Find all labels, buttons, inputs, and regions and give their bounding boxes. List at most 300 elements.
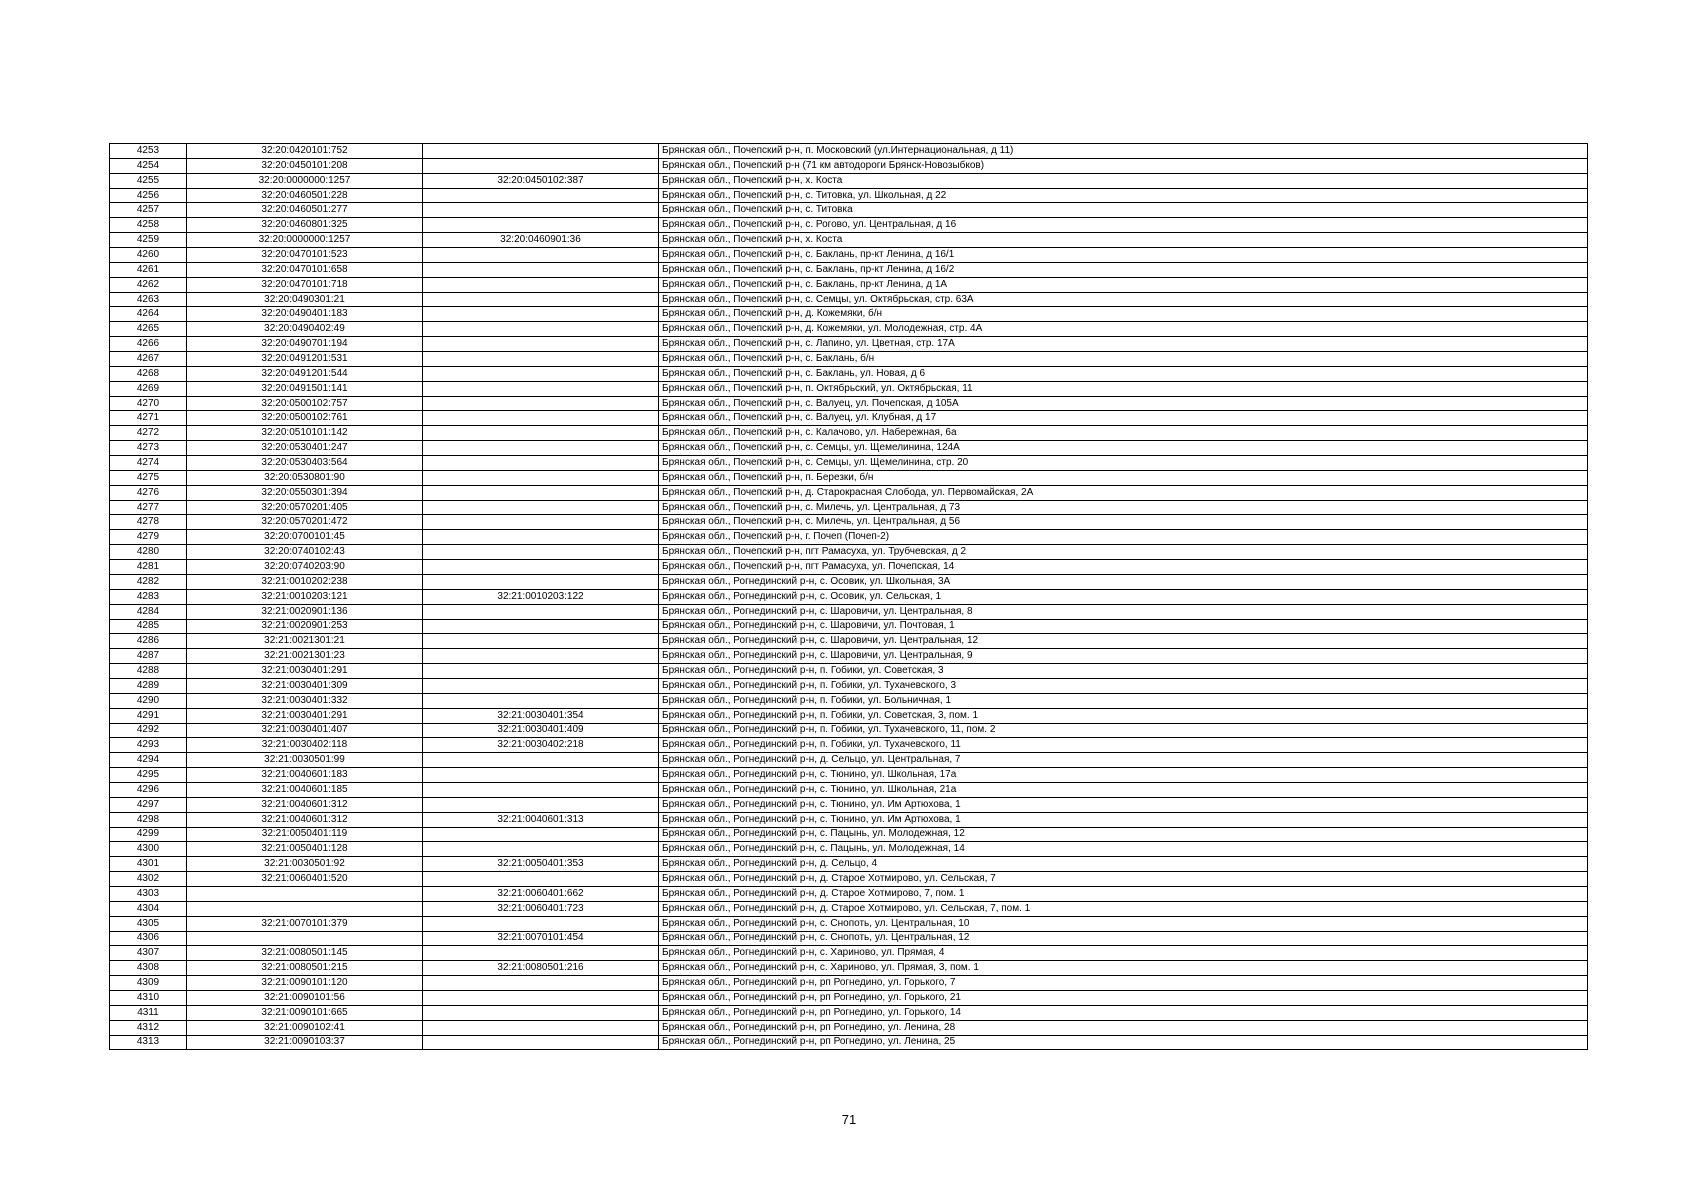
row-number-cell: 4277 xyxy=(110,500,187,515)
row-number-cell: 4282 xyxy=(110,574,187,589)
row-number-cell: 4286 xyxy=(110,634,187,649)
table-row xyxy=(110,1035,1588,1050)
row-number-cell: 4268 xyxy=(110,366,187,381)
cadastral-number-cell: 32:21:0050401:128 xyxy=(187,842,423,857)
parent-cadastral-number-cell xyxy=(423,381,659,396)
address-cell: Брянская обл., Почепский р-н, д. Старокрасная Слобода, ул. Первомайская, 2А xyxy=(659,485,1588,500)
row-number-cell: 4269 xyxy=(110,381,187,396)
cadastral-number-cell: 32:20:0500102:757 xyxy=(187,396,423,411)
address-cell: Брянская обл., Почепский р-н, с. Валуец, ул. Клубная, д 17 xyxy=(659,411,1588,426)
address-cell: Брянская обл., Почепский р-н, д. Кожемяки, б/н xyxy=(659,307,1588,322)
table-row xyxy=(110,292,1588,307)
row-number-cell: 4270 xyxy=(110,396,187,411)
row-number-cell: 4256 xyxy=(110,188,187,203)
row-number-cell: 4271 xyxy=(110,411,187,426)
address-cell: Брянская обл., Рогнединский р-н, с. Шаровичи, ул. Почтовая, 1 xyxy=(659,619,1588,634)
parent-cadastral-number-cell: 32:21:0050401:353 xyxy=(423,857,659,872)
address-cell: Брянская обл., Рогнединский р-н, с. Снопоть, ул. Центральная, 10 xyxy=(659,916,1588,931)
row-number-cell: 4273 xyxy=(110,441,187,456)
parent-cadastral-number-cell xyxy=(423,470,659,485)
table-row xyxy=(110,723,1588,738)
address-cell: Брянская обл., Рогнединский р-н, д. Сельцо, ул. Центральная, 7 xyxy=(659,753,1588,768)
cadastral-number-cell: 32:21:0020901:253 xyxy=(187,619,423,634)
parent-cadastral-number-cell: 32:21:0030401:354 xyxy=(423,708,659,723)
table-row xyxy=(110,203,1588,218)
parent-cadastral-number-cell xyxy=(423,322,659,337)
row-number-cell: 4258 xyxy=(110,218,187,233)
cadastral-number-cell: 32:20:0490402:49 xyxy=(187,322,423,337)
cadastral-number-cell: 32:21:0030401:291 xyxy=(187,708,423,723)
table-row xyxy=(110,248,1588,263)
address-cell: Брянская обл., Рогнединский р-н, с. Снопоть, ул. Центральная, 12 xyxy=(659,931,1588,946)
table-row xyxy=(110,693,1588,708)
address-cell: Брянская обл., Рогнединский р-н, п. Гобики, ул. Советская, 3, пом. 1 xyxy=(659,708,1588,723)
parent-cadastral-number-cell xyxy=(423,1005,659,1020)
cadastral-number-cell: 32:21:0030401:291 xyxy=(187,664,423,679)
parent-cadastral-number-cell xyxy=(423,307,659,322)
cadastral-number-cell: 32:21:0010202:238 xyxy=(187,574,423,589)
cadastral-number-cell: 32:21:0080501:145 xyxy=(187,946,423,961)
row-number-cell: 4312 xyxy=(110,1020,187,1035)
row-number-cell: 4311 xyxy=(110,1005,187,1020)
address-cell: Брянская обл., Рогнединский р-н, д. Сельцо, 4 xyxy=(659,857,1588,872)
address-cell: Брянская обл., Рогнединский р-н, с. Хариново, ул. Прямая, 3, пом. 1 xyxy=(659,961,1588,976)
cadastral-number-cell xyxy=(187,931,423,946)
address-cell: Брянская обл., Почепский р-н, п. Октябрьский, ул. Октябрьская, 11 xyxy=(659,381,1588,396)
address-cell: Брянская обл., Рогнединский р-н, п. Гобики, ул. Тухачевского, 11 xyxy=(659,738,1588,753)
cadastral-number-cell: 32:21:0020901:136 xyxy=(187,604,423,619)
table-row xyxy=(110,931,1588,946)
cadastral-number-cell: 32:21:0060401:520 xyxy=(187,872,423,887)
row-number-cell: 4284 xyxy=(110,604,187,619)
table-row xyxy=(110,574,1588,589)
cadastral-number-cell: 32:21:0090101:56 xyxy=(187,990,423,1005)
table-row xyxy=(110,337,1588,352)
address-cell: Брянская обл., Почепский р-н, с. Валуец, ул. Почепская, д 105А xyxy=(659,396,1588,411)
address-cell: Брянская обл., Почепский р-н, с. Милечь, ул. Центральная, д 56 xyxy=(659,515,1588,530)
address-cell: Брянская обл., Рогнединский р-н, с. Пацынь, ул. Молодежная, 14 xyxy=(659,842,1588,857)
cadastral-number-cell: 32:21:0070101:379 xyxy=(187,916,423,931)
row-number-cell: 4304 xyxy=(110,901,187,916)
table-row xyxy=(110,857,1588,872)
table-row xyxy=(110,649,1588,664)
parent-cadastral-number-cell xyxy=(423,292,659,307)
table-row xyxy=(110,872,1588,887)
row-number-cell: 4255 xyxy=(110,173,187,188)
address-cell: Брянская обл., Почепский р-н, п. Московский (ул.Интернациональная, д 11) xyxy=(659,144,1588,159)
address-cell: Брянская обл., Рогнединский р-н, с. Осовик, ул. Сельская, 1 xyxy=(659,589,1588,604)
cadastral-number-cell: 32:20:0530403:564 xyxy=(187,456,423,471)
address-cell: Брянская обл., Рогнединский р-н, рп Рогнедино, ул. Ленина, 28 xyxy=(659,1020,1588,1035)
address-cell: Брянская обл., Почепский р-н, с. Милечь, ул. Центральная, д 73 xyxy=(659,500,1588,515)
table-row xyxy=(110,1020,1588,1035)
table-row xyxy=(110,366,1588,381)
row-number-cell: 4313 xyxy=(110,1035,187,1050)
parent-cadastral-number-cell xyxy=(423,426,659,441)
table-row xyxy=(110,307,1588,322)
cadastral-number-cell: 32:20:0491201:531 xyxy=(187,352,423,367)
cadastral-number-cell: 32:20:0510101:142 xyxy=(187,426,423,441)
address-cell: Брянская обл., Рогнединский р-н, рп Рогнедино, ул. Горького, 14 xyxy=(659,1005,1588,1020)
parent-cadastral-number-cell xyxy=(423,1035,659,1050)
row-number-cell: 4301 xyxy=(110,857,187,872)
address-cell: Брянская обл., Почепский р-н, с. Баклань, пр-кт Ленина, д 1А xyxy=(659,277,1588,292)
table-row xyxy=(110,277,1588,292)
parent-cadastral-number-cell xyxy=(423,634,659,649)
parent-cadastral-number-cell xyxy=(423,872,659,887)
row-number-cell: 4296 xyxy=(110,782,187,797)
parent-cadastral-number-cell xyxy=(423,188,659,203)
parent-cadastral-number-cell xyxy=(423,158,659,173)
parent-cadastral-number-cell xyxy=(423,456,659,471)
row-number-cell: 4307 xyxy=(110,946,187,961)
row-number-cell: 4264 xyxy=(110,307,187,322)
table-row xyxy=(110,560,1588,575)
parent-cadastral-number-cell xyxy=(423,366,659,381)
cadastral-number-cell: 32:21:0090101:120 xyxy=(187,976,423,991)
table-row xyxy=(110,530,1588,545)
parent-cadastral-number-cell xyxy=(423,515,659,530)
parent-cadastral-number-cell xyxy=(423,678,659,693)
cadastral-number-cell: 32:21:0030501:92 xyxy=(187,857,423,872)
table-row xyxy=(110,886,1588,901)
address-cell: Брянская обл., Рогнединский р-н, с. Шаровичи, ул. Центральная, 12 xyxy=(659,634,1588,649)
address-cell: Брянская обл., Рогнединский р-н, рп Рогнедино, ул. Ленина, 25 xyxy=(659,1035,1588,1050)
address-cell: Брянская обл., Почепский р-н, с. Баклань, б/н xyxy=(659,352,1588,367)
address-cell: Брянская обл., Почепский р-н, с. Калачово, ул. Набережная, 6а xyxy=(659,426,1588,441)
row-number-cell: 4262 xyxy=(110,277,187,292)
cadastral-number-cell: 32:20:0470101:658 xyxy=(187,262,423,277)
parent-cadastral-number-cell xyxy=(423,545,659,560)
row-number-cell: 4287 xyxy=(110,649,187,664)
cadastral-number-cell: 32:21:0030401:309 xyxy=(187,678,423,693)
row-number-cell: 4289 xyxy=(110,678,187,693)
table-row xyxy=(110,589,1588,604)
table-row xyxy=(110,782,1588,797)
address-cell: Брянская обл., Рогнединский р-н, с. Тюнино, ул. Им Артюхова, 1 xyxy=(659,797,1588,812)
parent-cadastral-number-cell xyxy=(423,1020,659,1035)
address-cell: Брянская обл., Почепский р-н, х. Коста xyxy=(659,233,1588,248)
table-row xyxy=(110,946,1588,961)
row-number-cell: 4266 xyxy=(110,337,187,352)
parent-cadastral-number-cell: 32:21:0080501:216 xyxy=(423,961,659,976)
row-number-cell: 4290 xyxy=(110,693,187,708)
cadastral-number-cell xyxy=(187,901,423,916)
address-cell: Брянская обл., Почепский р-н, с. Семцы, ул. Октябрьская, стр. 63А xyxy=(659,292,1588,307)
table-row xyxy=(110,664,1588,679)
table-row xyxy=(110,812,1588,827)
cadastral-number-cell: 32:21:0030401:332 xyxy=(187,693,423,708)
row-number-cell: 4285 xyxy=(110,619,187,634)
address-cell: Брянская обл., Почепский р-н (71 км автодороги Брянск-Новозыбков) xyxy=(659,158,1588,173)
cadastral-number-cell: 32:20:0491201:544 xyxy=(187,366,423,381)
row-number-cell: 4291 xyxy=(110,708,187,723)
table-row xyxy=(110,738,1588,753)
parent-cadastral-number-cell: 32:20:0450102:387 xyxy=(423,173,659,188)
row-number-cell: 4259 xyxy=(110,233,187,248)
parent-cadastral-number-cell: 32:21:0040601:313 xyxy=(423,812,659,827)
address-cell: Брянская обл., Почепский р-н, с. Лапино, ул. Цветная, стр. 17А xyxy=(659,337,1588,352)
parent-cadastral-number-cell xyxy=(423,218,659,233)
cadastral-number-cell: 32:21:0090101:665 xyxy=(187,1005,423,1020)
table-row xyxy=(110,708,1588,723)
cadastral-number-cell: 32:20:0460801:325 xyxy=(187,218,423,233)
address-cell: Брянская обл., Рогнединский р-н, п. Гобики, ул. Тухачевского, 3 xyxy=(659,678,1588,693)
parent-cadastral-number-cell xyxy=(423,277,659,292)
cadastral-number-cell: 32:21:0010203:121 xyxy=(187,589,423,604)
parent-cadastral-number-cell: 32:21:0070101:454 xyxy=(423,931,659,946)
table-row xyxy=(110,678,1588,693)
row-number-cell: 4305 xyxy=(110,916,187,931)
address-cell: Брянская обл., Почепский р-н, г. Почеп (Почеп-2) xyxy=(659,530,1588,545)
parent-cadastral-number-cell xyxy=(423,990,659,1005)
address-cell: Брянская обл., Почепский р-н, с. Семцы, ул. Щемелинина, 124А xyxy=(659,441,1588,456)
address-cell: Брянская обл., Рогнединский р-н, с. Осовик, ул. Школьная, 3А xyxy=(659,574,1588,589)
address-cell: Брянская обл., Рогнединский р-н, с. Тюнино, ул. Школьная, 17а xyxy=(659,768,1588,783)
table-row xyxy=(110,901,1588,916)
row-number-cell: 4280 xyxy=(110,545,187,560)
table-row xyxy=(110,961,1588,976)
table-row xyxy=(110,218,1588,233)
table-row xyxy=(110,515,1588,530)
address-cell: Брянская обл., Почепский р-н, с. Баклань, пр-кт Ленина, д 16/1 xyxy=(659,248,1588,263)
cadastral-number-cell: 32:20:0570201:472 xyxy=(187,515,423,530)
address-cell: Брянская обл., Почепский р-н, д. Кожемяки, ул. Молодежная, стр. 4А xyxy=(659,322,1588,337)
address-cell: Брянская обл., Почепский р-н, с. Баклань, пр-кт Ленина, д 16/2 xyxy=(659,262,1588,277)
property-table xyxy=(109,143,1588,1050)
row-number-cell: 4306 xyxy=(110,931,187,946)
cadastral-number-cell: 32:21:0030401:407 xyxy=(187,723,423,738)
cadastral-number-cell: 32:20:0570201:405 xyxy=(187,500,423,515)
table-row xyxy=(110,619,1588,634)
parent-cadastral-number-cell xyxy=(423,337,659,352)
address-cell: Брянская обл., Почепский р-н, пгт Рамасуха, ул. Почепская, 14 xyxy=(659,560,1588,575)
row-number-cell: 4253 xyxy=(110,144,187,159)
cadastral-number-cell: 32:20:0470101:718 xyxy=(187,277,423,292)
cadastral-number-cell: 32:21:0040601:185 xyxy=(187,782,423,797)
parent-cadastral-number-cell xyxy=(423,248,659,263)
address-cell: Брянская обл., Рогнединский р-н, рп Рогнедино, ул. Горького, 21 xyxy=(659,990,1588,1005)
parent-cadastral-number-cell xyxy=(423,560,659,575)
parent-cadastral-number-cell: 32:21:0010203:122 xyxy=(423,589,659,604)
cadastral-number-cell: 32:20:0460501:277 xyxy=(187,203,423,218)
row-number-cell: 4302 xyxy=(110,872,187,887)
parent-cadastral-number-cell xyxy=(423,203,659,218)
table-row xyxy=(110,634,1588,649)
table-row xyxy=(110,158,1588,173)
parent-cadastral-number-cell xyxy=(423,797,659,812)
table-row xyxy=(110,188,1588,203)
address-cell: Брянская обл., Рогнединский р-н, с. Пацынь, ул. Молодежная, 12 xyxy=(659,827,1588,842)
table-row xyxy=(110,381,1588,396)
table-row xyxy=(110,797,1588,812)
address-cell: Брянская обл., Рогнединский р-н, п. Гобики, ул. Советская, 3 xyxy=(659,664,1588,679)
table-row xyxy=(110,322,1588,337)
parent-cadastral-number-cell: 32:21:0030402:218 xyxy=(423,738,659,753)
row-number-cell: 4263 xyxy=(110,292,187,307)
row-number-cell: 4294 xyxy=(110,753,187,768)
row-number-cell: 4300 xyxy=(110,842,187,857)
parent-cadastral-number-cell xyxy=(423,946,659,961)
cadastral-number-cell: 32:21:0090102:41 xyxy=(187,1020,423,1035)
row-number-cell: 4292 xyxy=(110,723,187,738)
parent-cadastral-number-cell xyxy=(423,753,659,768)
address-cell: Брянская обл., Рогнединский р-н, рп Рогнедино, ул. Горького, 7 xyxy=(659,976,1588,991)
row-number-cell: 4308 xyxy=(110,961,187,976)
table-row xyxy=(110,470,1588,485)
address-cell: Брянская обл., Почепский р-н, с. Семцы, ул. Щемелинина, стр. 20 xyxy=(659,456,1588,471)
address-cell: Брянская обл., Рогнединский р-н, д. Старое Хотмирово, 7, пом. 1 xyxy=(659,886,1588,901)
address-cell: Брянская обл., Почепский р-н, с. Титовка, ул. Школьная, д 22 xyxy=(659,188,1588,203)
parent-cadastral-number-cell: 32:21:0030401:409 xyxy=(423,723,659,738)
parent-cadastral-number-cell xyxy=(423,976,659,991)
table-row xyxy=(110,827,1588,842)
cadastral-number-cell: 32:20:0740203:90 xyxy=(187,560,423,575)
cadastral-number-cell: 32:21:0021301:21 xyxy=(187,634,423,649)
parent-cadastral-number-cell xyxy=(423,619,659,634)
parent-cadastral-number-cell xyxy=(423,768,659,783)
parent-cadastral-number-cell xyxy=(423,262,659,277)
parent-cadastral-number-cell xyxy=(423,827,659,842)
row-number-cell: 4295 xyxy=(110,768,187,783)
row-number-cell: 4281 xyxy=(110,560,187,575)
row-number-cell: 4260 xyxy=(110,248,187,263)
address-cell: Брянская обл., Почепский р-н, х. Коста xyxy=(659,173,1588,188)
table-row xyxy=(110,441,1588,456)
cadastral-number-cell: 32:20:0460501:228 xyxy=(187,188,423,203)
cadastral-number-cell: 32:20:0740102:43 xyxy=(187,545,423,560)
table-row xyxy=(110,768,1588,783)
cadastral-number-cell: 32:20:0491501:141 xyxy=(187,381,423,396)
row-number-cell: 4274 xyxy=(110,456,187,471)
cadastral-number-cell: 32:20:0450101:208 xyxy=(187,158,423,173)
parent-cadastral-number-cell xyxy=(423,352,659,367)
cadastral-number-cell: 32:21:0030501:99 xyxy=(187,753,423,768)
parent-cadastral-number-cell xyxy=(423,916,659,931)
row-number-cell: 4278 xyxy=(110,515,187,530)
page-number: 71 xyxy=(841,1112,857,1127)
cadastral-number-cell: 32:20:0000000:1257 xyxy=(187,233,423,248)
parent-cadastral-number-cell xyxy=(423,693,659,708)
cadastral-number-cell: 32:20:0490301:21 xyxy=(187,292,423,307)
address-cell: Брянская обл., Рогнединский р-н, с. Шаровичи, ул. Центральная, 8 xyxy=(659,604,1588,619)
table-row xyxy=(110,352,1588,367)
parent-cadastral-number-cell xyxy=(423,441,659,456)
row-number-cell: 4257 xyxy=(110,203,187,218)
cadastral-number-cell: 32:21:0050401:119 xyxy=(187,827,423,842)
row-number-cell: 4272 xyxy=(110,426,187,441)
address-cell: Брянская обл., Рогнединский р-н, с. Хариново, ул. Прямая, 4 xyxy=(659,946,1588,961)
address-cell: Брянская обл., Рогнединский р-н, д. Старое Хотмирово, ул. Сельская, 7 xyxy=(659,872,1588,887)
row-number-cell: 4298 xyxy=(110,812,187,827)
table-row xyxy=(110,916,1588,931)
cadastral-number-cell: 32:20:0490401:183 xyxy=(187,307,423,322)
address-cell: Брянская обл., Рогнединский р-н, д. Старое Хотмирово, ул. Сельская, 7, пом. 1 xyxy=(659,901,1588,916)
parent-cadastral-number-cell xyxy=(423,604,659,619)
cadastral-number-cell: 32:21:0080501:215 xyxy=(187,961,423,976)
parent-cadastral-number-cell xyxy=(423,842,659,857)
cadastral-number-cell: 32:20:0420101:752 xyxy=(187,144,423,159)
parent-cadastral-number-cell xyxy=(423,500,659,515)
parent-cadastral-number-cell xyxy=(423,411,659,426)
table-body xyxy=(110,144,1588,1050)
cadastral-number-cell: 32:21:0040601:312 xyxy=(187,797,423,812)
table-row xyxy=(110,545,1588,560)
parent-cadastral-number-cell xyxy=(423,396,659,411)
table-row xyxy=(110,144,1588,159)
parent-cadastral-number-cell xyxy=(423,530,659,545)
address-cell: Брянская обл., Рогнединский р-н, п. Гобики, ул. Больничная, 1 xyxy=(659,693,1588,708)
row-number-cell: 4283 xyxy=(110,589,187,604)
table-row xyxy=(110,990,1588,1005)
address-cell: Брянская обл., Почепский р-н, с. Баклань, ул. Новая, д 6 xyxy=(659,366,1588,381)
address-cell: Брянская обл., Почепский р-н, п. Березки, б/н xyxy=(659,470,1588,485)
address-cell: Брянская обл., Почепский р-н, с. Титовка xyxy=(659,203,1588,218)
cadastral-number-cell: 32:21:0040601:312 xyxy=(187,812,423,827)
table-row xyxy=(110,500,1588,515)
address-cell: Брянская обл., Рогнединский р-н, с. Тюнино, ул. Им Артюхова, 1 xyxy=(659,812,1588,827)
row-number-cell: 4261 xyxy=(110,262,187,277)
table-row xyxy=(110,1005,1588,1020)
cadastral-number-cell: 32:21:0090103:37 xyxy=(187,1035,423,1050)
table-row xyxy=(110,842,1588,857)
row-number-cell: 4267 xyxy=(110,352,187,367)
address-cell: Брянская обл., Рогнединский р-н, п. Гобики, ул. Тухачевского, 11, пом. 2 xyxy=(659,723,1588,738)
table-row xyxy=(110,411,1588,426)
cadastral-number-cell: 32:20:0550301:394 xyxy=(187,485,423,500)
cadastral-number-cell: 32:20:0500102:761 xyxy=(187,411,423,426)
row-number-cell: 4310 xyxy=(110,990,187,1005)
table-row xyxy=(110,485,1588,500)
address-cell: Брянская обл., Рогнединский р-н, с. Тюнино, ул. Школьная, 21а xyxy=(659,782,1588,797)
row-number-cell: 4293 xyxy=(110,738,187,753)
parent-cadastral-number-cell xyxy=(423,782,659,797)
row-number-cell: 4275 xyxy=(110,470,187,485)
table-row xyxy=(110,426,1588,441)
row-number-cell: 4303 xyxy=(110,886,187,901)
parent-cadastral-number-cell xyxy=(423,485,659,500)
parent-cadastral-number-cell: 32:21:0060401:723 xyxy=(423,901,659,916)
cadastral-number-cell: 32:20:0700101:45 xyxy=(187,530,423,545)
parent-cadastral-number-cell: 32:20:0460901:36 xyxy=(423,233,659,248)
parent-cadastral-number-cell xyxy=(423,664,659,679)
cadastral-number-cell: 32:20:0490701:194 xyxy=(187,337,423,352)
address-cell: Брянская обл., Рогнединский р-н, с. Шаровичи, ул. Центральная, 9 xyxy=(659,649,1588,664)
parent-cadastral-number-cell: 32:21:0060401:662 xyxy=(423,886,659,901)
row-number-cell: 4297 xyxy=(110,797,187,812)
cadastral-number-cell: 32:21:0040601:183 xyxy=(187,768,423,783)
row-number-cell: 4279 xyxy=(110,530,187,545)
table-row xyxy=(110,456,1588,471)
row-number-cell: 4265 xyxy=(110,322,187,337)
table-row xyxy=(110,262,1588,277)
row-number-cell: 4309 xyxy=(110,976,187,991)
table-row xyxy=(110,976,1588,991)
row-number-cell: 4276 xyxy=(110,485,187,500)
row-number-cell: 4254 xyxy=(110,158,187,173)
table-row xyxy=(110,753,1588,768)
row-number-cell: 4299 xyxy=(110,827,187,842)
cadastral-number-cell: 32:20:0470101:523 xyxy=(187,248,423,263)
cadastral-number-cell: 32:20:0000000:1257 xyxy=(187,173,423,188)
parent-cadastral-number-cell xyxy=(423,649,659,664)
address-cell: Брянская обл., Почепский р-н, с. Рогово, ул. Центральная, д 16 xyxy=(659,218,1588,233)
table-row xyxy=(110,173,1588,188)
cadastral-number-cell: 32:20:0530801:90 xyxy=(187,470,423,485)
row-number-cell: 4288 xyxy=(110,664,187,679)
table-row xyxy=(110,396,1588,411)
parent-cadastral-number-cell xyxy=(423,574,659,589)
